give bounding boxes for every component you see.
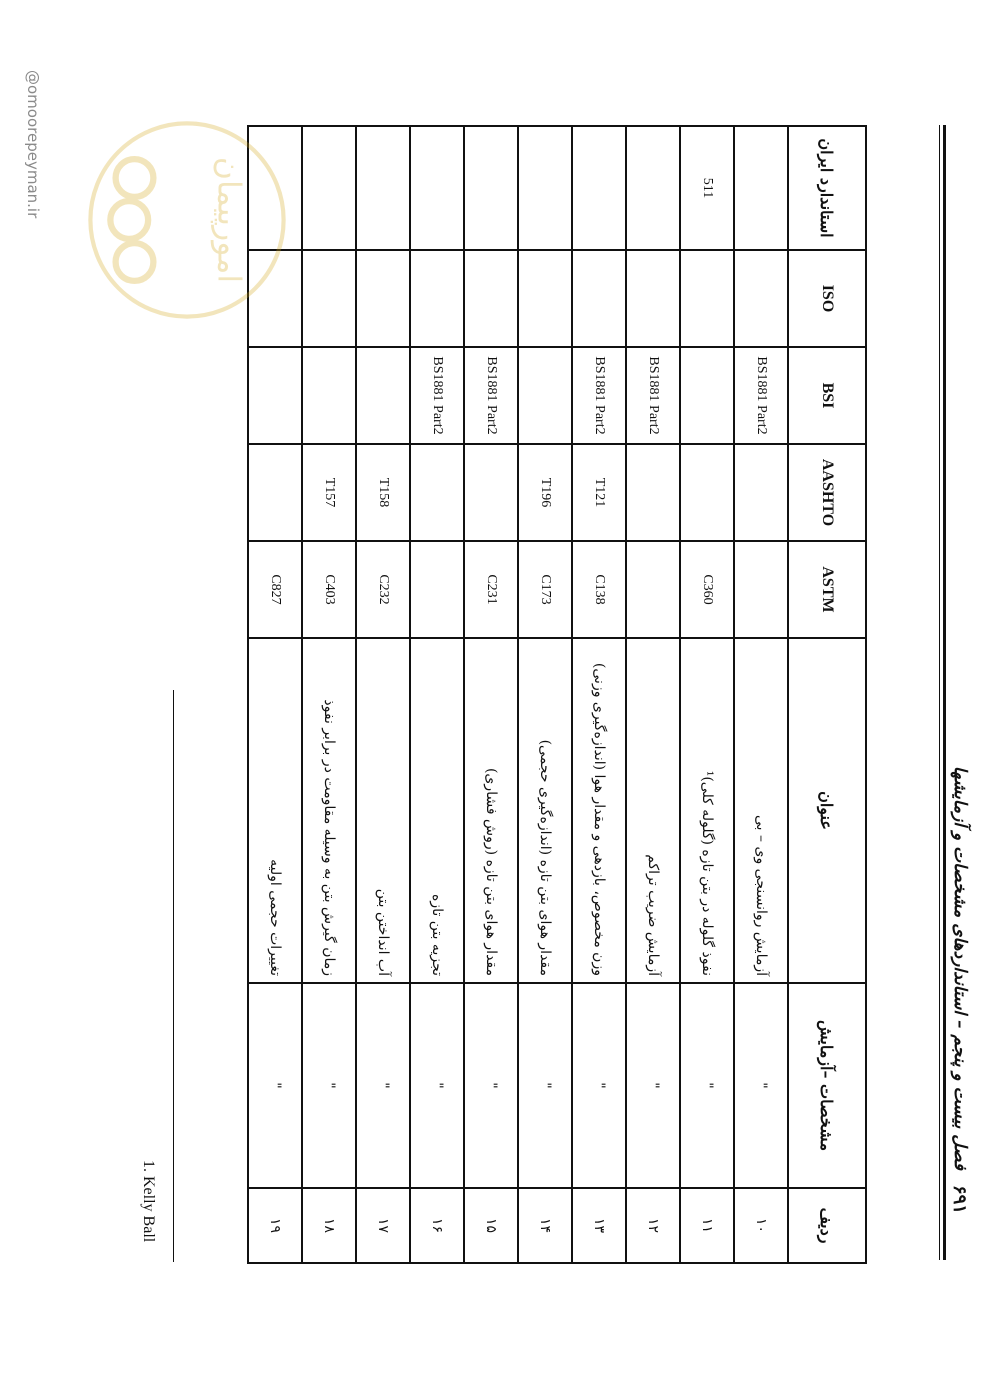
cell-radif: ۱۶ bbox=[410, 1188, 464, 1263]
cell-iso bbox=[734, 250, 788, 347]
cell-spec: " bbox=[734, 983, 788, 1188]
cell-title: وزن مخصوص، بازدهی و مقدار هوا (اندازه‌گیری وزنی) bbox=[572, 638, 626, 983]
cell-iso bbox=[302, 250, 356, 347]
cell-spec: " bbox=[410, 983, 464, 1188]
cell-bsi bbox=[248, 347, 302, 444]
cell-iso bbox=[680, 250, 734, 347]
cell-astm bbox=[410, 541, 464, 638]
cell-aashto bbox=[680, 444, 734, 541]
cell-aashto bbox=[410, 444, 464, 541]
watermark-text: امورپیمان bbox=[210, 156, 247, 284]
cell-radif: ۱۸ bbox=[302, 1188, 356, 1263]
col-bsi: BSI bbox=[788, 347, 866, 444]
cell-spec: " bbox=[680, 983, 734, 1188]
page-number: ۶۹۱ bbox=[949, 1185, 970, 1215]
cell-iran bbox=[410, 126, 464, 250]
col-astm: ASTM bbox=[788, 541, 866, 638]
cell-iran: 511 bbox=[680, 126, 734, 250]
cell-aashto: T158 bbox=[356, 444, 410, 541]
cell-spec: " bbox=[518, 983, 572, 1188]
col-iran: استاندارد ایران bbox=[788, 126, 866, 250]
table-body bbox=[248, 126, 788, 1263]
watermark-logo bbox=[82, 115, 292, 325]
cell-title: تغییرات حجمی اولیه bbox=[248, 638, 302, 983]
footnote-rule bbox=[173, 690, 174, 1262]
header-rule-thick bbox=[943, 125, 946, 1260]
cell-bsi: BS1881 Part2 bbox=[410, 347, 464, 444]
col-aashto: AASHTO bbox=[788, 444, 866, 541]
cell-astm: C827 bbox=[248, 541, 302, 638]
cell-aashto bbox=[626, 444, 680, 541]
cell-iran bbox=[734, 126, 788, 250]
cell-aashto bbox=[734, 444, 788, 541]
cell-iso bbox=[626, 250, 680, 347]
cell-spec: " bbox=[248, 983, 302, 1188]
cell-bsi bbox=[518, 347, 572, 444]
table-row bbox=[464, 126, 518, 1263]
table-row bbox=[302, 126, 356, 1263]
cell-iran bbox=[302, 126, 356, 250]
cell-spec: " bbox=[302, 983, 356, 1188]
table-row bbox=[680, 126, 734, 1263]
cell-aashto: T121 bbox=[572, 444, 626, 541]
cell-radif: ۱۱ bbox=[680, 1188, 734, 1263]
table-row bbox=[734, 126, 788, 1263]
table-header-row bbox=[788, 126, 866, 1263]
table-row bbox=[626, 126, 680, 1263]
table-row bbox=[572, 126, 626, 1263]
cell-iso bbox=[464, 250, 518, 347]
cell-title: آب انداختن بتن bbox=[356, 638, 410, 983]
cell-title: تجزیه بتن تازه bbox=[410, 638, 464, 983]
cell-title: مقدار هوای بتن تازه (اندازه‌گیری حجمی) bbox=[518, 638, 572, 983]
cell-iso bbox=[572, 250, 626, 347]
cell-radif: ۱۰ bbox=[734, 1188, 788, 1263]
cell-aashto: T157 bbox=[302, 444, 356, 541]
cell-radif: ۱۲ bbox=[626, 1188, 680, 1263]
col-iso: ISO bbox=[788, 250, 866, 347]
col-spec: مشخصات –آزمایش bbox=[788, 983, 866, 1188]
cell-iran bbox=[518, 126, 572, 250]
cell-iran bbox=[626, 126, 680, 250]
cell-iso bbox=[410, 250, 464, 347]
cell-spec: " bbox=[464, 983, 518, 1188]
cell-iran bbox=[356, 126, 410, 250]
cell-astm: C403 bbox=[302, 541, 356, 638]
cell-astm bbox=[626, 541, 680, 638]
cell-title: آزمایش ضریب تراکم bbox=[626, 638, 680, 983]
cell-radif: ۱۴ bbox=[518, 1188, 572, 1263]
standards-table bbox=[247, 125, 867, 1264]
footnote: 1. Kelly Ball bbox=[140, 1160, 157, 1243]
cell-spec: " bbox=[626, 983, 680, 1188]
site-watermark: @omoorepeyman.ir bbox=[24, 70, 42, 219]
cell-astm: C138 bbox=[572, 541, 626, 638]
cell-title: مقدار هوای بتن تازه (روش فشاری) bbox=[464, 638, 518, 983]
cell-iso bbox=[518, 250, 572, 347]
cell-title: آزمایش روانسنجی وی – بی bbox=[734, 638, 788, 983]
cell-radif: ۱۳ bbox=[572, 1188, 626, 1263]
cell-bsi: BS1881 Part2 bbox=[464, 347, 518, 444]
cell-astm bbox=[734, 541, 788, 638]
cell-astm: C360 bbox=[680, 541, 734, 638]
cell-bsi: BS1881 Part2 bbox=[734, 347, 788, 444]
cell-radif: ۱۹ bbox=[248, 1188, 302, 1263]
chapter-title: فصل بیست و پنجم – استانداردهای مشخصات و آزمایشها bbox=[950, 765, 970, 1170]
cell-astm: C231 bbox=[464, 541, 518, 638]
cell-radif: ۱۷ bbox=[356, 1188, 410, 1263]
header-rule-thin bbox=[939, 125, 940, 1260]
cell-iran bbox=[464, 126, 518, 250]
cell-radif: ۱۵ bbox=[464, 1188, 518, 1263]
cell-bsi: BS1881 Part2 bbox=[572, 347, 626, 444]
table-row bbox=[356, 126, 410, 1263]
col-title: عنوان bbox=[788, 638, 866, 983]
cell-aashto bbox=[248, 444, 302, 541]
table-row bbox=[518, 126, 572, 1263]
cell-iran bbox=[572, 126, 626, 250]
cell-astm: C232 bbox=[356, 541, 410, 638]
cell-bsi: BS1881 Part2 bbox=[626, 347, 680, 444]
cell-bsi bbox=[302, 347, 356, 444]
cell-spec: " bbox=[572, 983, 626, 1188]
cell-title: نفوذ گلوله در بتن تازه (گلوله کلی)¹ bbox=[680, 638, 734, 983]
cell-title: زمان گیرش بتن به وسیله مقاومت در برابر نفوذ bbox=[302, 638, 356, 983]
cell-aashto: T196 bbox=[518, 444, 572, 541]
cell-astm: C173 bbox=[518, 541, 572, 638]
col-radif: ردیف bbox=[788, 1188, 866, 1263]
cell-iso bbox=[356, 250, 410, 347]
cell-spec: " bbox=[356, 983, 410, 1188]
table-row bbox=[410, 126, 464, 1263]
cell-bsi bbox=[680, 347, 734, 444]
cell-aashto bbox=[464, 444, 518, 541]
cell-bsi bbox=[356, 347, 410, 444]
